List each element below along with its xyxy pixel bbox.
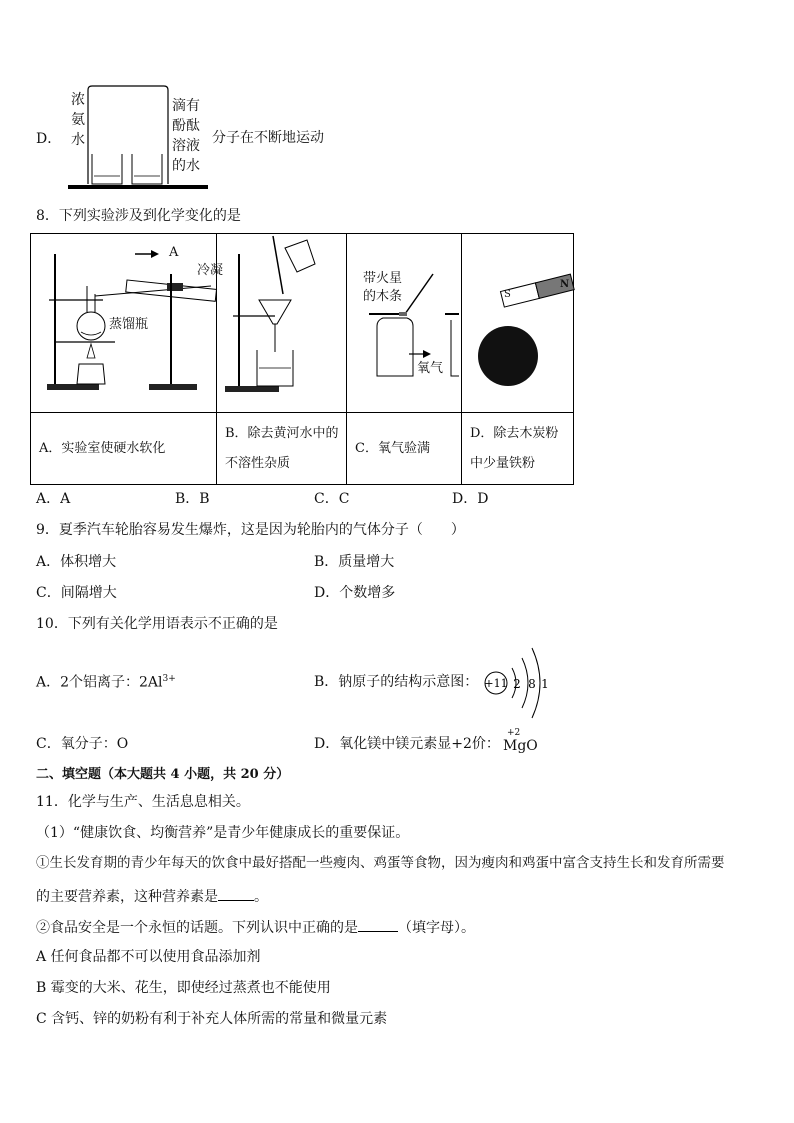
q10-option-d: D．氧化镁中镁元素显+2价：	[314, 736, 500, 752]
shell-1-electrons: 2	[513, 677, 521, 691]
figure-a-flask-label: 蒸馏瓶	[109, 317, 149, 332]
q9-option-d: D．个数增多	[314, 585, 396, 601]
q11-stem: 11．化学与生产、生活息息相关。	[36, 794, 250, 810]
oxygen-label: 氧气	[417, 361, 444, 376]
q7-option-letter: D．	[36, 131, 62, 147]
q11-part1-line2	[36, 888, 268, 904]
q10-stem: 10．下列有关化学用语表示不正确的是	[36, 616, 278, 632]
answer-blank-1[interactable]	[218, 888, 254, 901]
q11-part2-text: ②食品安全是一个永恒的话题。下列认识中正确的是	[36, 920, 358, 936]
figure-d-cell	[462, 234, 574, 413]
q11-part1: （1）“健康饮食、均衡营养”是青少年健康成长的重要保证。	[36, 825, 410, 841]
q8-figure-table	[30, 233, 574, 485]
q10-option-b: B．钠原子的结构示意图：	[314, 674, 479, 690]
oxygen-test-apparatus	[347, 234, 461, 412]
q11-part2	[36, 919, 475, 935]
q8-option-d: D．D	[452, 491, 489, 507]
phenolphthalein-label: 滴有酚酞溶液的水	[172, 98, 200, 174]
q11-line2-text: 的主要营养素，这种营养素是	[36, 889, 218, 905]
q11-option-c: C 含钙、锌的奶粉有利于补充人体所需的常量和微量元素	[36, 1011, 388, 1027]
ammonia-label: 浓氨水	[71, 92, 85, 148]
q7-conclusion: 分子在不断地运动	[212, 130, 324, 146]
figure-b-cell	[217, 234, 347, 413]
glowing-splint-label: 带火星的木条	[363, 271, 403, 304]
q9-option-b: B．质量增大	[314, 554, 395, 570]
q8-option-b: B．B	[175, 491, 210, 507]
shell-3-electrons: 1	[541, 677, 549, 691]
caption-b: B．除去黄河水中的不溶性杂质	[217, 413, 347, 485]
q11-option-b: B 霉变的大米、花生，即使经过蒸煮也不能使用	[36, 980, 331, 996]
figure-c-cell	[347, 234, 462, 413]
q11-option-a: A 任何食品都不可以使用食品添加剂	[36, 949, 261, 965]
q11-line2-end: 。	[254, 889, 268, 905]
q8-stem: 8．下列实验涉及到化学变化的是	[36, 208, 241, 224]
q8-option-a: A．A	[36, 491, 71, 507]
q10-option-c: C．氧分子：O	[36, 736, 129, 752]
q9-stem: 9．夏季汽车轮胎容易发生爆炸，这是因为轮胎内的气体分子（ ）	[36, 522, 465, 538]
q10-a-charge: 3+	[162, 674, 176, 684]
figure-a-arrow-label: A	[169, 245, 179, 260]
q9-option-a: A．体积增大	[36, 554, 117, 570]
figure-a-cell	[31, 234, 224, 413]
caption-d: D．除去木炭粉中少量铁粉	[462, 413, 574, 485]
mg-valence: +2	[507, 728, 521, 738]
q11-part1-line1: ①生长发育期的青少年每天的饮食中最好搭配一些瘦肉、鸡蛋等食物，因为瘦肉和鸡蛋中富含支持生长和发育所需要	[36, 855, 725, 871]
magnet-s-pole: S	[504, 289, 511, 300]
caption-a: A．实验室使硬水软化	[31, 413, 217, 485]
magnet-n-pole: N	[560, 279, 570, 290]
filtration-apparatus	[217, 234, 346, 412]
q10-a-text: A．2个铝离子：2Al	[36, 674, 163, 691]
nucleus-charge: +11	[484, 677, 508, 690]
sodium-atom-diagram	[480, 640, 552, 728]
q11-part2-end: （填字母）。	[398, 920, 475, 936]
mgo-formula: MgO	[503, 738, 538, 754]
q10-option-a	[36, 675, 176, 690]
magnet-and-carbon-powder	[462, 234, 573, 412]
q9-option-c: C．间隔增大	[36, 585, 117, 601]
shell-2-electrons: 8	[528, 677, 536, 691]
caption-c: C．氧气验满	[347, 413, 462, 485]
answer-blank-2[interactable]	[358, 919, 398, 932]
section-2-title: 二、填空题（本大题共 4 小题，共 20 分）	[36, 767, 290, 782]
q8-option-c: C．C	[314, 491, 350, 507]
figure-a-condenser-label: 冷凝	[197, 263, 224, 278]
